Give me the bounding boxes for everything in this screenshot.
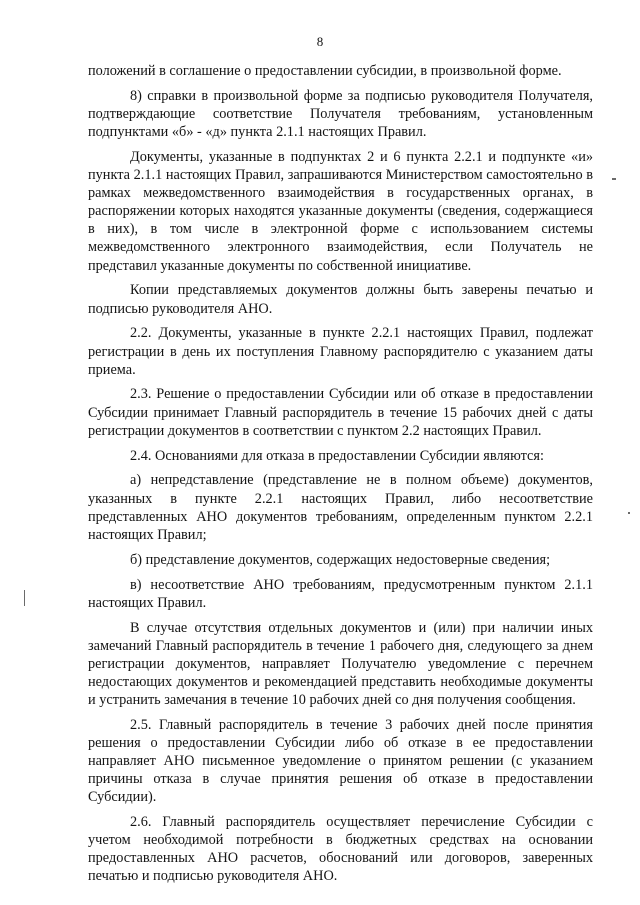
page-number: 8 xyxy=(316,34,324,49)
paragraph-interagency-request: Документы, указанные в подпунктах 2 и 6 пункта 2.2.1 и подпункте «и» пункта 2.1.1 настоящих Правил, запрашиваются Министерством самостоятельно в рамках межведомственного взаимодействия в государственных органах, в распоряжении которых находятся указанные документы (сведения, содержащиеся в них), в том числе в электронной форме с использованием системы межведомственного электронного взаимодействия, если Получатель не представил указанные документы по собственной инициативе. xyxy=(88,148,593,274)
paragraph-missing-documents: В случае отсутствия отдельных документов и (или) при наличии иных замечаний Главный распорядитель в течение 1 рабочего дня, следующего за днем регистрации документов, направляет Получателю уведомление с перечнем недостающих документов и рекомендацией представить необходимые документы и устранить замечания в течение 10 рабочих дней со дня получения сообщения. xyxy=(88,619,593,708)
paragraph-2-4: 2.4. Основаниями для отказа в предоставлении Субсидии являются: xyxy=(130,447,544,464)
paragraph-copies-certification: Копии представляемых документов должны быть заверены печатью и подписью руководителя АНО. xyxy=(88,282,593,317)
scan-speck xyxy=(24,590,25,606)
paragraph-2-4-a: а) непредставление (представление не в полном объеме) документов, указанных в пункте 2.2.1 настоящих Правил, либо несоответствие представленных АНО документов требованиям, определенным пунктом 2.2.1 настоящих Правил; xyxy=(88,472,593,543)
paragraph-item-8: 8) справки в произвольной форме за подписью руководителя Получателя, подтверждающие соответствие Получателя требованиям, установленным подпунктами «б» - «д» пункта 2.1.1 настоящих Правил. xyxy=(88,87,593,141)
document-body xyxy=(88,62,593,892)
scan-speck xyxy=(628,512,630,514)
scan-speck xyxy=(612,178,616,180)
paragraph-2-4-c: в) несоответствие АНО требованиям, предусмотренным пунктом 2.1.1 настоящих Правил. xyxy=(88,576,593,611)
paragraph-2-5: 2.5. Главный распорядитель в течение 3 рабочих дней после принятия решения о предоставлении Субсидии либо об отказе в ее предоставлении направляет АНО письменное уведомление о принятом решении (с указанием причины отказа в случае принятия решения об отказе в предоставлении Субсидии). xyxy=(88,716,593,806)
paragraph-2-3: 2.3. Решение о предоставлении Субсидии или об отказе в предоставлении Субсидии принимает Главный распорядитель в течение 15 рабочих дней с даты регистрации документов в соответствии с пунктом 2.2 настоящих Правил. xyxy=(88,386,593,439)
paragraph-2-6: 2.6. Главный распорядитель осуществляет перечисление Субсидии с учетом необходимой потребности в бюджетных средствах на основании предоставленных АНО расчетов, обоснований или договоров, заверенных печатью и подписью руководителя АНО. xyxy=(88,814,593,885)
paragraph-2-4-b: б) представление документов, содержащих недостоверные сведения; xyxy=(130,551,551,568)
paragraph-2-2: 2.2. Документы, указанные в пункте 2.2.1 настоящих Правил, подлежат регистрации в день их поступления Главному распорядителю с указанием даты приема. xyxy=(88,325,593,378)
paragraph-continuation: положений в соглашение о предоставлении субсидии, в произвольной форме. xyxy=(88,63,562,79)
